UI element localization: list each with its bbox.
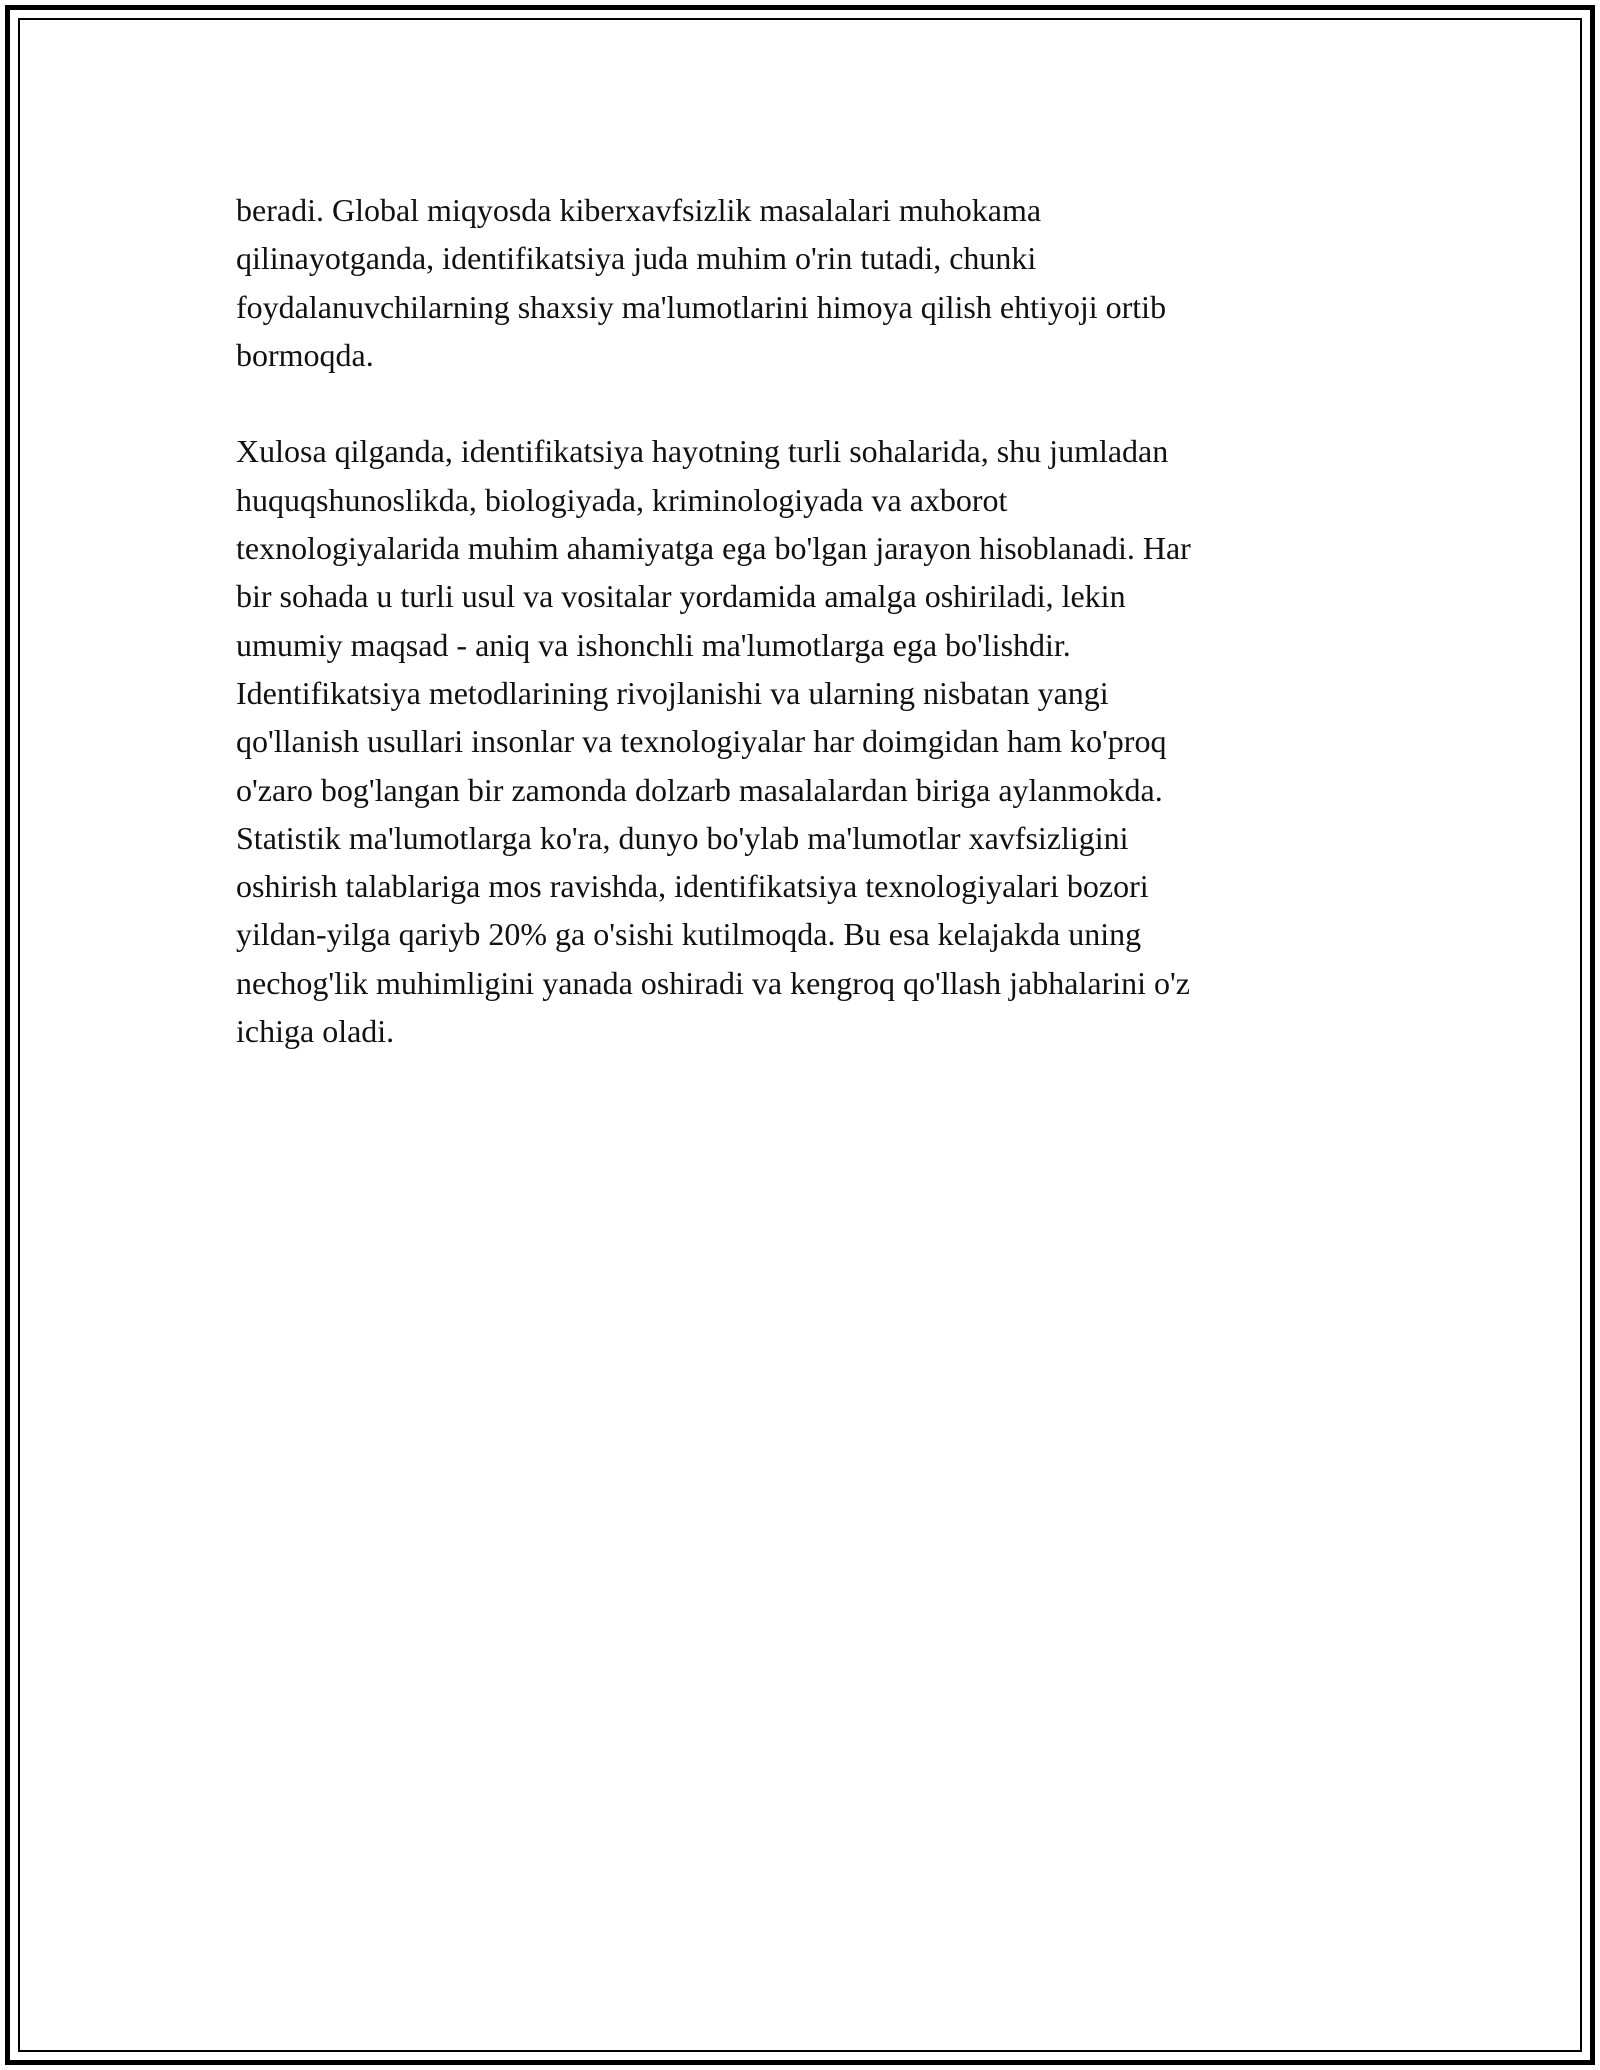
paragraph-line: o'zaro bog'langan bir zamonda dolzarb masalalardan biriga aylanmokda. (236, 771, 1163, 808)
paragraph-line: beradi. Global miqyosda kiberxavfsizlik masalalari muhokama (236, 192, 1042, 228)
paragraph-line: oshirish talablariga mos ravishda, identifikatsiya texnologiyalari bozori (236, 868, 1149, 905)
paragraph-line: Xulosa qilganda, identifikatsiya hayotning turli sohalarida, shu jumladan (236, 433, 1169, 470)
paragraph-line: yildan-yilga qariyb 20% ga o'sishi kutilmoqda. Bu esa kelajakda uning (236, 916, 1142, 953)
paragraph-line: texnologiyalarida muhim ahamiyatga ega bo'lgan jarayon hisoblanadi. Har (236, 530, 1191, 567)
paragraph-line: foydalanuvchilarning shaxsiy ma'lumotlarini himoya qilish ehtiyoji ortib (236, 288, 1167, 325)
paragraph-line: umumiy maqsad - aniq va ishonchli ma'lumotlarga ega bo'lishdir. (236, 626, 1071, 663)
paragraph-line: nechog'lik muhimligini yanada oshiradi va kengroq qo'llash jabhalarini o'z (236, 964, 1190, 1001)
paragraph-line: ichiga oladi. (236, 1013, 395, 1050)
paragraph-line: Identifikatsiya metodlarining rivojlanishi va ularning nisbatan yangi (236, 674, 1109, 711)
paragraph-line: huquqshunoslikda, biologiyada, kriminologiyada va axborot (236, 481, 1008, 518)
paragraph-1 (236, 186, 1346, 379)
paragraph-line: Statistik ma'lumotlarga ko'ra, dunyo bo'ylab ma'lumotlar xavfsizligini (236, 819, 1129, 856)
paragraph-line: qilinayotganda, identifikatsiya juda muhim o'rin tutadi, chunki (236, 240, 1037, 277)
paragraph-line: bormoqda. (236, 336, 374, 373)
document-body (236, 186, 1346, 1055)
paragraph-line: bir sohada u turli usul va vositalar yordamida amalga oshiriladi, lekin (236, 578, 1126, 615)
paragraph-2 (236, 427, 1346, 1055)
paragraph-line: qo'llanish usullari insonlar va texnologiyalar har doimgidan ham ko'proq (236, 723, 1167, 760)
